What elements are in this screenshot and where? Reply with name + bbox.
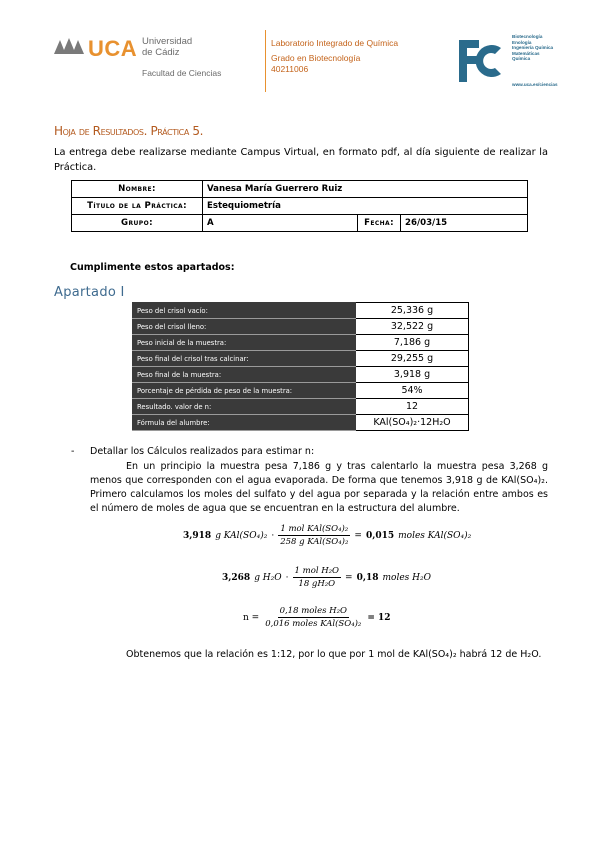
course-code: 40211006 — [271, 64, 309, 74]
calc-paragraph-text: En un principio la muestra pesa 7,186 g y tras calentarlo la muestra pesa 3,268 g menos que corresponden con el agua evaporada. De forma que tenemos 3,918 g de KAl(SO₄)₂. Primero calculamos los moles del sulfato y del agua por separada y la relación entre ambos es el número de moles de agua que se encuentran en la estructura del alumbre. — [90, 461, 548, 514]
measure-value: 29,255 g — [356, 351, 469, 367]
table-row — [72, 181, 528, 198]
fc-logo-icon — [455, 36, 505, 86]
table-row — [133, 383, 469, 399]
conclusion: Obtenemos que la relación es 1:12, por lo que por 1 mol de KAl(SO₄)₂ habrá 12 de H₂O. — [126, 649, 542, 660]
lab-title: Laboratorio Integrado de Química — [271, 38, 399, 48]
measure-value: 12 — [356, 399, 469, 415]
f1-frac-num: 1 mol KAl(SO₄)₂ — [280, 524, 349, 534]
fc-url: www.uca.es/ciencias — [512, 82, 558, 87]
practice-label: Título de la Práctica: — [72, 198, 203, 215]
fc-program: Ingeniería Química — [512, 45, 554, 51]
f1-fraction — [278, 524, 350, 547]
table-row — [133, 351, 469, 367]
measure-label: Fórmula del alumbre: — [133, 415, 356, 431]
f2-result-unit: moles H₂O — [382, 572, 431, 583]
group-value: A — [203, 215, 358, 232]
f3-frac-den: 0,016 moles KAl(SO₄)₂ — [265, 619, 362, 629]
course-info — [271, 36, 451, 75]
f1-result-unit: moles KAl(SO₄)₂ — [398, 530, 472, 541]
date-value: 26/03/15 — [401, 215, 528, 232]
measure-label: Resultado. valor de n: — [133, 399, 356, 415]
table-row — [133, 415, 469, 431]
f1-unit: g KAl(SO₄)₂ — [215, 530, 268, 541]
f1-mass: 3,918 — [183, 530, 212, 541]
fc-program: Matemáticas — [512, 50, 540, 56]
f2-result: 0,18 — [356, 572, 379, 583]
section-heading: Apartado I — [54, 285, 125, 300]
f3-frac-num: 0,18 moles H₂O — [279, 606, 347, 616]
uca-wordmark: UCA — [88, 36, 138, 61]
f1-equals: = — [354, 530, 362, 541]
f2-frac-den: 18 gH₂O — [298, 579, 336, 589]
header-divider — [265, 30, 266, 92]
table-row — [72, 215, 528, 232]
faculty-name: Facultad de Ciencias — [142, 68, 222, 78]
practice-value: Estequiometría — [203, 198, 528, 215]
f1-result: 0,015 — [365, 530, 395, 541]
f2-frac-num: 1 mol H₂O — [294, 566, 340, 576]
intro-text: La entrega debe realizarse mediante Campus Virtual, en formato pdf, al día siguiente de realizar la Práctica. — [54, 147, 548, 173]
university-name: Universidad de Cádiz — [142, 36, 193, 58]
measure-value: 3,918 g — [356, 367, 469, 383]
bullet: - — [71, 446, 75, 457]
measurements-table — [132, 302, 469, 431]
measure-label: Peso inicial de la muestra: — [133, 335, 356, 351]
measure-value: 32,522 g — [356, 319, 469, 335]
fc-program: Biotecnología — [512, 34, 543, 39]
formula-sulfate: 3,918 g KAl(SO₄)₂ · $\frac{\text{1 mol KAl(SO₄)₂}}{\text{258 g KAl(SO₄)₂}}$ = 0,015 moles KAl(SO₄)₂ — [183, 524, 472, 547]
measure-value: 25,336 g — [356, 303, 469, 319]
f1-frac-den: 258 g KAl(SO₄)₂ — [280, 537, 349, 547]
measure-value: 54% — [356, 383, 469, 399]
table-row — [133, 367, 469, 383]
f2-mass: 3,268 — [222, 572, 251, 583]
f3-fraction — [263, 606, 363, 629]
table-row — [133, 303, 469, 319]
calc-paragraph — [90, 460, 548, 516]
measure-value: 7,186 g — [356, 335, 469, 351]
student-info-table — [71, 180, 528, 232]
degree: Grado en Biotecnología — [271, 53, 361, 63]
formula-ratio — [243, 606, 391, 629]
name-value: Vanesa María Guerrero Ruiz — [203, 181, 528, 198]
measure-value: KAl(SO₄)₂·12H₂O — [356, 415, 469, 431]
f2-equals: = — [345, 572, 353, 583]
fc-programs — [512, 34, 592, 62]
table-row — [133, 399, 469, 415]
calc-heading: Detallar los Cálculos realizados para estimar n: — [90, 446, 315, 457]
fc-program: Enología — [512, 39, 532, 45]
table-row — [72, 198, 528, 215]
table-row — [133, 335, 469, 351]
uca-emblem-icon — [52, 36, 86, 56]
f2-fraction — [293, 566, 342, 589]
page-title: Hoja de Resultados. Práctica 5. — [54, 124, 203, 138]
f3-lhs: n = — [243, 612, 260, 623]
measure-label: Peso final de la muestra: — [133, 367, 356, 383]
date-label: Fecha: — [358, 215, 401, 232]
name-label: Nombre: — [72, 181, 203, 198]
fc-program: Química — [512, 56, 531, 62]
measure-label: Peso final del crisol tras calcinar: — [133, 351, 356, 367]
measure-label: Peso del crisol vacío: — [133, 303, 356, 319]
f3-result: = 12 — [367, 612, 391, 623]
formula-water: 3,268 g H₂O · $\frac{\text{1 mol H₂O}}{\text{18 gH₂O}}$ = 0,18 moles H₂O — [222, 566, 431, 589]
measure-label: Peso del crisol lleno: — [133, 319, 356, 335]
instructions: Cumplimente estos apartados: — [70, 262, 235, 273]
f2-unit: g H₂O — [254, 572, 282, 583]
measure-label: Porcentaje de pérdida de peso de la muestra: — [133, 383, 356, 399]
table-row — [133, 319, 469, 335]
group-label: Grupo: — [72, 215, 203, 232]
